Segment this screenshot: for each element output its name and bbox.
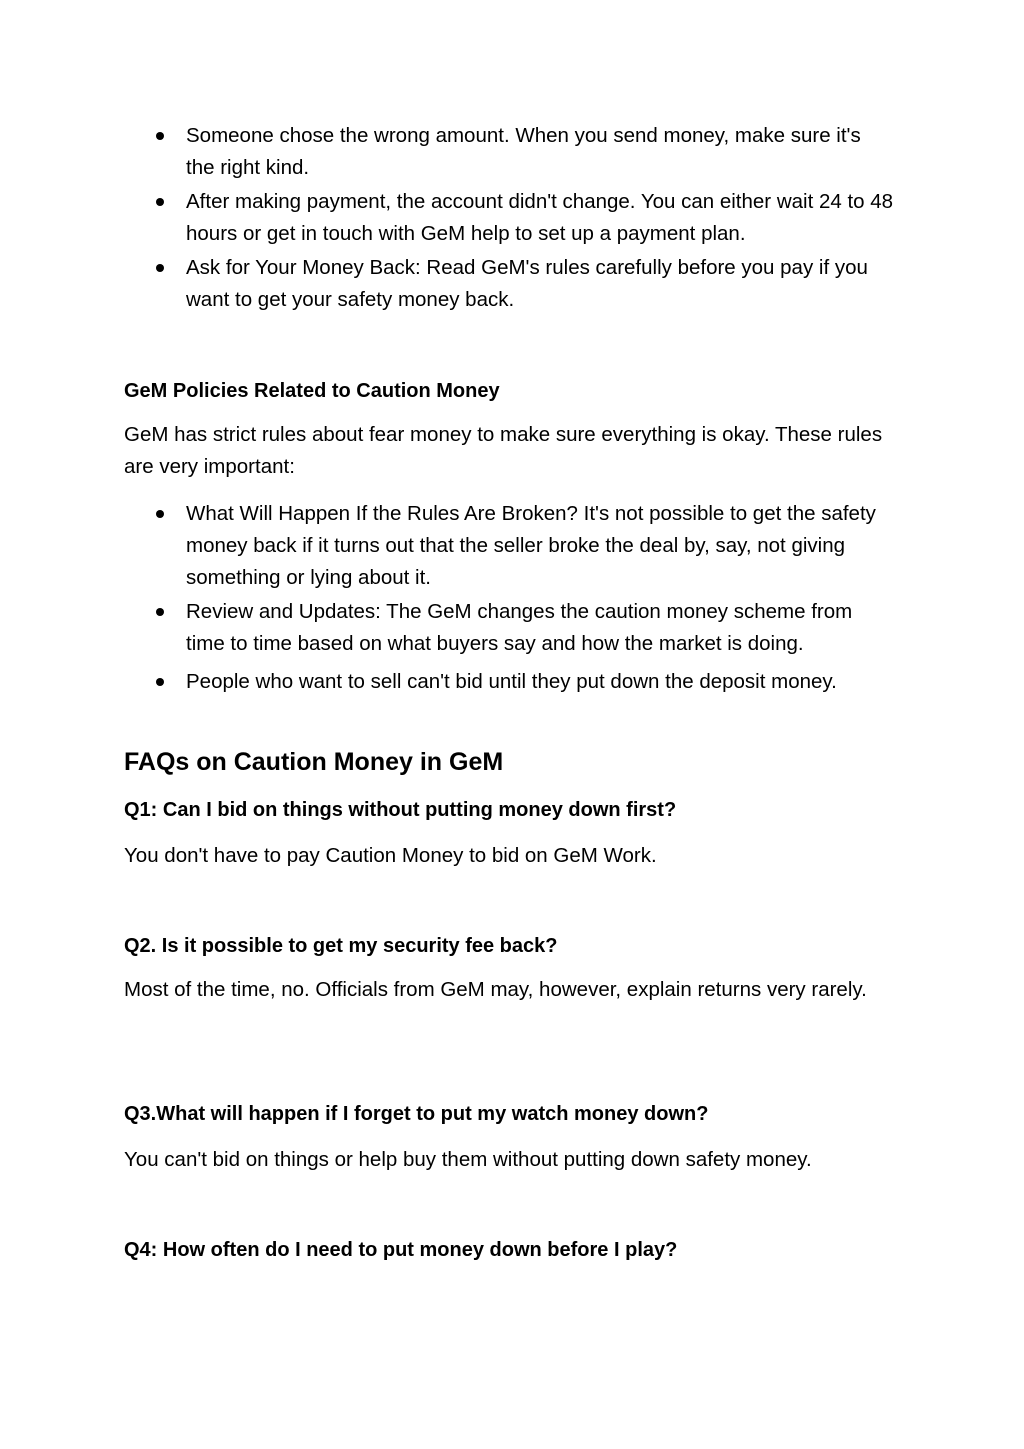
list-item-text: What Will Happen If the Rules Are Broken? It's not possible to get the safety money back if it turns out that the seller broke the deal by, say, not giving something or lying about it. <box>186 502 876 589</box>
bullet-icon <box>156 678 164 686</box>
faq-question-1: Q1: Can I bid on things without putting money down first? <box>124 799 677 821</box>
list-item <box>154 498 894 594</box>
list-item-text: People who want to sell can't bid until they put down the deposit money. <box>186 670 837 693</box>
refund-issues-list <box>154 120 894 318</box>
bullet-icon <box>156 198 164 206</box>
list-item-text: Someone chose the wrong amount. When you send money, make sure it's the right kind. <box>186 124 861 179</box>
bullet-icon <box>156 264 164 272</box>
faq-answer-2: Most of the time, no. Officials from GeM may, however, explain returns very rarely. <box>124 978 867 1001</box>
bullet-icon <box>156 132 164 140</box>
policies-intro: GeM has strict rules about fear money to make sure everything is okay. These rules are very important: <box>124 423 883 478</box>
policies-heading: GeM Policies Related to Caution Money <box>124 380 500 402</box>
list-item <box>154 120 894 184</box>
faq-answer-1: You don't have to pay Caution Money to bid on GeM Work. <box>124 844 657 867</box>
faq-question-4: Q4: How often do I need to put money down before I play? <box>124 1239 678 1261</box>
faq-answer-3: You can't bid on things or help buy them without putting down safety money. <box>124 1148 812 1171</box>
faq-title: FAQs on Caution Money in GeM <box>124 748 504 776</box>
list-item <box>154 252 894 316</box>
policies-list <box>154 498 894 700</box>
faq-question-2: Q2. Is it possible to get my security fee back? <box>124 935 558 957</box>
list-item <box>154 666 894 698</box>
list-item <box>154 596 894 660</box>
bullet-icon <box>156 510 164 518</box>
bullet-icon <box>156 608 164 616</box>
list-item-text: After making payment, the account didn't change. You can either wait 24 to 48 hours or get in touch with GeM help to set up a payment plan. <box>186 190 894 245</box>
list-item-text: Review and Updates: The GeM changes the caution money scheme from time to time based on what buyers say and how the market is doing. <box>186 600 853 655</box>
list-item <box>154 186 894 250</box>
list-item-text: Ask for Your Money Back: Read GeM's rules carefully before you pay if you want to get your safety money back. <box>186 256 868 311</box>
faq-question-3: Q3.What will happen if I forget to put my watch money down? <box>124 1103 709 1125</box>
